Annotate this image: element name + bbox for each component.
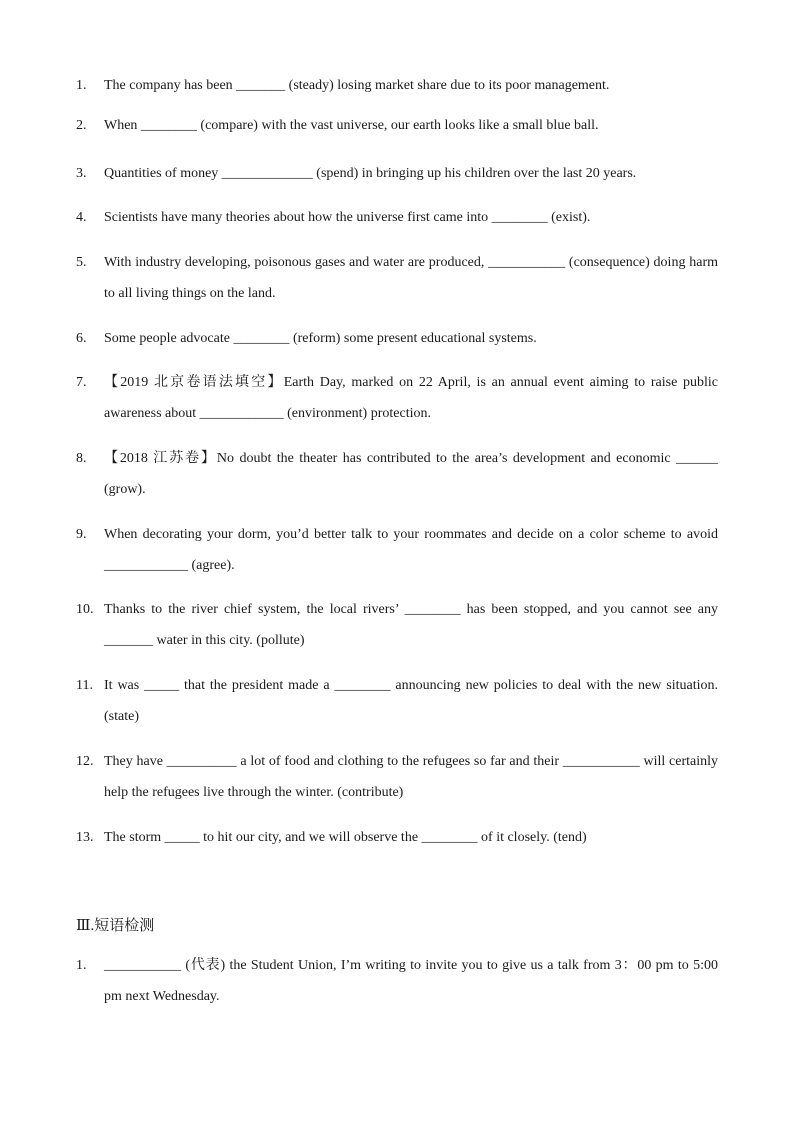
question-11: [76, 670, 718, 732]
question-1: [76, 70, 718, 101]
question-text: When decorating your dorm, you’d better talk to your roommates and decide on a color scheme to avoid ____________ (agree).: [104, 527, 718, 573]
question-text: When ________ (compare) with the vast universe, our earth looks like a small blue ball.: [104, 118, 599, 133]
question-number: 3.: [76, 166, 87, 181]
question-text: Quantities of money _____________ (spend) in bringing up his children over the last 20 years.: [104, 166, 637, 181]
question-12: [76, 746, 718, 808]
question-6: [76, 323, 718, 354]
section-heading: Ⅲ.短语检测: [76, 918, 155, 934]
question-number: 11.: [76, 678, 93, 693]
question-7: [76, 367, 718, 429]
question-10: [76, 594, 718, 656]
question-text: 【2018 江苏卷】No doubt the theater has contributed to the area’s development and economic ______ (grow).: [104, 451, 718, 497]
question-text: Some people advocate ________ (reform) some present educational systems.: [104, 331, 537, 346]
question-number: 1.: [76, 78, 87, 93]
question-text: Thanks to the river chief system, the local rivers’ ________ has been stopped, and you cannot see any _______ water in this city. (pollute): [104, 602, 718, 648]
question-number: 10.: [76, 602, 94, 617]
question-13: [76, 822, 718, 853]
question-text: 【2019 北京卷语法填空】Earth Day, marked on 22 April, is an annual event aiming to raise public awareness about ____________ (environment) protection.: [104, 375, 718, 421]
question-2: [76, 110, 718, 141]
question-text: They have __________ a lot of food and clothing to the refugees so far and their ___________ will certainly help the refugees live through the winter. (contribute): [104, 754, 718, 800]
question-text: The storm _____ to hit our city, and we will observe the ________ of it closely. (tend): [104, 830, 587, 845]
phrase-question-1: [76, 950, 718, 1012]
question-text: ___________ (代表) the Student Union, I’m writing to invite you to give us a talk from 3：00 pm to 5:00 pm next Wednesday.: [104, 958, 718, 1004]
question-number: 13.: [76, 830, 94, 845]
question-text: With industry developing, poisonous gases and water are produced, ___________ (consequence) doing harm to all living things on the land.: [104, 255, 718, 301]
question-9: [76, 519, 718, 581]
question-text: The company has been _______ (steady) losing market share due to its poor management.: [104, 78, 610, 93]
question-number: 6.: [76, 331, 87, 346]
question-4: [76, 202, 718, 233]
question-5: [76, 247, 718, 309]
question-number: 1.: [76, 958, 87, 973]
question-number: 2.: [76, 118, 87, 133]
question-number: 4.: [76, 210, 87, 225]
question-number: 5.: [76, 255, 87, 270]
question-text: It was _____ that the president made a ________ announcing new policies to deal with the new situation. (state): [104, 678, 718, 724]
question-8: [76, 443, 718, 505]
question-number: 9.: [76, 527, 87, 542]
question-number: 8.: [76, 451, 87, 466]
question-text: Scientists have many theories about how the universe first came into ________ (exist).: [104, 210, 591, 225]
question-number: 12.: [76, 754, 94, 769]
question-3: [76, 158, 718, 189]
question-number: 7.: [76, 375, 87, 390]
